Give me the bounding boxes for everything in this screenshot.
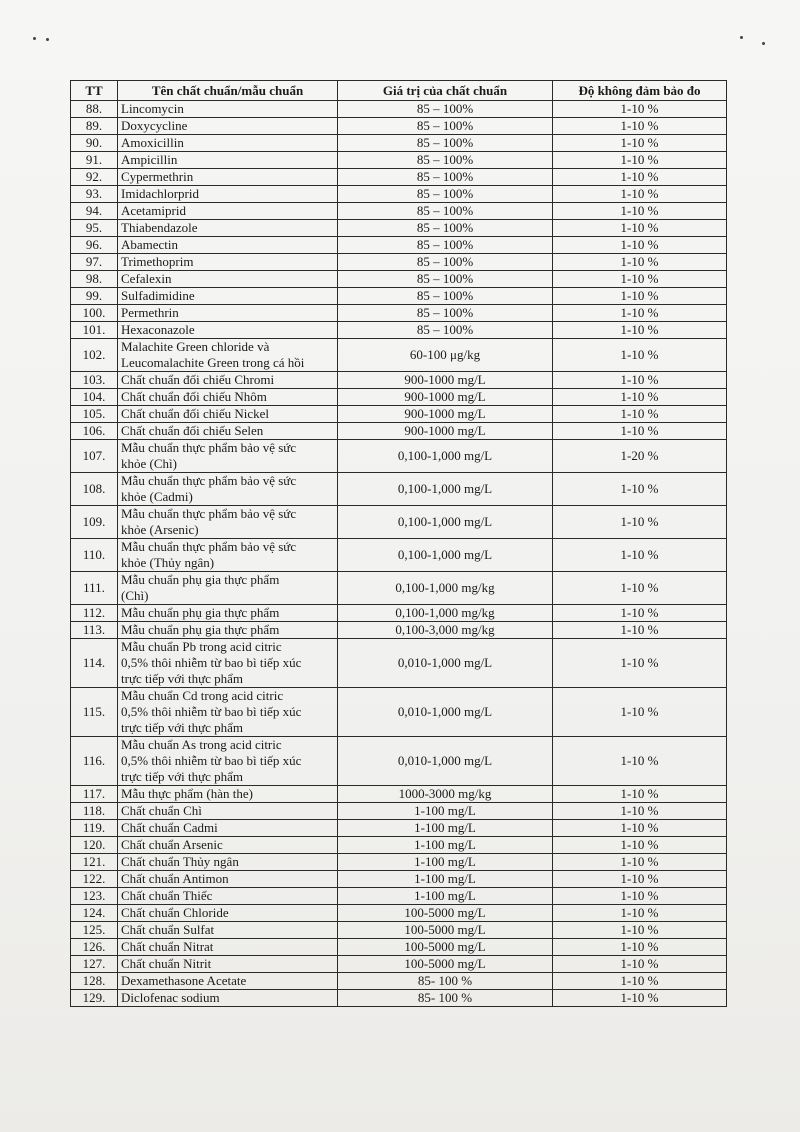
standard-name-line: Mẫu chuẩn thực phẩm bảo vệ sức (121, 473, 297, 488)
table-row (71, 372, 727, 389)
standard-name-line: Mẫu chuẩn thực phẩm bảo vệ sức (121, 440, 297, 455)
uncertainty: 1-10 % (553, 135, 727, 152)
uncertainty: 1-10 % (553, 688, 727, 737)
table-row (71, 305, 727, 322)
standard-name (118, 152, 338, 169)
standard-value: 1-100 mg/L (338, 871, 553, 888)
standard-name-line: 0,5% thôi nhiễm từ bao bì tiếp xúc (121, 704, 302, 719)
table-body (71, 101, 727, 1007)
uncertainty: 1-10 % (553, 506, 727, 539)
table-row (71, 440, 727, 473)
table-row (71, 220, 727, 237)
standard-name-line: Chất chuẩn Nitrit (121, 956, 212, 971)
uncertainty: 1-10 % (553, 803, 727, 820)
standard-name (118, 339, 338, 372)
uncertainty: 1-10 % (553, 854, 727, 871)
standard-name (118, 423, 338, 440)
standard-value: 100-5000 mg/L (338, 939, 553, 956)
standard-name (118, 639, 338, 688)
standard-name-line: Chất chuẩn Chloride (121, 905, 229, 920)
uncertainty: 1-10 % (553, 152, 727, 169)
row-number: 113. (71, 622, 118, 639)
standard-value: 85 – 100% (338, 254, 553, 271)
standard-name (118, 203, 338, 220)
table-row (71, 888, 727, 905)
row-number: 119. (71, 820, 118, 837)
uncertainty: 1-10 % (553, 639, 727, 688)
uncertainty: 1-10 % (553, 973, 727, 990)
row-number: 117. (71, 786, 118, 803)
table-row (71, 389, 727, 406)
standard-value: 85 – 100% (338, 322, 553, 339)
table-row (71, 118, 727, 135)
row-number: 111. (71, 572, 118, 605)
standard-value: 0,010-1,000 mg/L (338, 639, 553, 688)
standard-value: 85- 100 % (338, 990, 553, 1007)
uncertainty: 1-10 % (553, 305, 727, 322)
uncertainty: 1-10 % (553, 254, 727, 271)
standard-name-line: 0,5% thôi nhiễm từ bao bì tiếp xúc (121, 655, 302, 670)
standard-name-line: Mẫu thực phẩm (hàn the) (121, 786, 253, 801)
uncertainty: 1-10 % (553, 939, 727, 956)
standard-name (118, 803, 338, 820)
scan-speck (762, 42, 765, 45)
standard-name-line: Mẫu chuẩn phụ gia thực phẩm (121, 622, 280, 637)
standard-value: 85 – 100% (338, 271, 553, 288)
table-row (71, 871, 727, 888)
row-number: 90. (71, 135, 118, 152)
row-number: 95. (71, 220, 118, 237)
standard-name (118, 905, 338, 922)
uncertainty: 1-10 % (553, 389, 727, 406)
standard-value: 85 – 100% (338, 152, 553, 169)
uncertainty: 1-10 % (553, 837, 727, 854)
standard-name (118, 506, 338, 539)
uncertainty: 1-10 % (553, 288, 727, 305)
table-row (71, 101, 727, 118)
table-row (71, 688, 727, 737)
table-row (71, 922, 727, 939)
uncertainty: 1-10 % (553, 372, 727, 389)
row-number: 92. (71, 169, 118, 186)
uncertainty: 1-10 % (553, 820, 727, 837)
standard-name-line: Doxycycline (121, 118, 188, 133)
standard-value: 900-1000 mg/L (338, 406, 553, 423)
standard-value: 85 – 100% (338, 220, 553, 237)
standard-name-line: Diclofenac sodium (121, 990, 220, 1005)
uncertainty: 1-10 % (553, 237, 727, 254)
standard-value: 0,010-1,000 mg/L (338, 737, 553, 786)
row-number: 120. (71, 837, 118, 854)
standard-name-line: Chất chuẩn Chì (121, 803, 202, 818)
standards-table (70, 80, 727, 1007)
standard-name-line: Mẫu chuẩn phụ gia thực phẩm (121, 605, 280, 620)
table-row (71, 169, 727, 186)
table-row (71, 135, 727, 152)
standard-name (118, 135, 338, 152)
standard-name-line: Dexamethasone Acetate (121, 973, 247, 988)
standard-value: 1-100 mg/L (338, 888, 553, 905)
row-number: 108. (71, 473, 118, 506)
table-row (71, 203, 727, 220)
standard-name (118, 939, 338, 956)
scan-speck (33, 37, 36, 40)
standard-value: 1-100 mg/L (338, 820, 553, 837)
standard-name (118, 101, 338, 118)
table-row (71, 737, 727, 786)
standard-name-line: Chất chuẩn đối chiếu Chromi (121, 372, 275, 387)
standard-name-line: Chất chuẩn Thủy ngân (121, 854, 239, 869)
table-row (71, 605, 727, 622)
table-row (71, 939, 727, 956)
row-number: 124. (71, 905, 118, 922)
row-number: 112. (71, 605, 118, 622)
table-row (71, 423, 727, 440)
standard-value: 0,100-1,000 mg/kg (338, 605, 553, 622)
standard-name (118, 169, 338, 186)
table-row (71, 990, 727, 1007)
standard-value: 900-1000 mg/L (338, 423, 553, 440)
standard-name-line: Cypermethrin (121, 169, 194, 184)
row-number: 88. (71, 101, 118, 118)
standard-value: 85 – 100% (338, 135, 553, 152)
row-number: 129. (71, 990, 118, 1007)
standard-name (118, 440, 338, 473)
standard-name (118, 539, 338, 572)
standard-value: 0,100-1,000 mg/kg (338, 572, 553, 605)
standard-name (118, 820, 338, 837)
standard-name (118, 118, 338, 135)
standard-value: 85- 100 % (338, 973, 553, 990)
standard-value: 100-5000 mg/L (338, 922, 553, 939)
standard-name-line: khỏe (Arsenic) (121, 522, 199, 537)
standard-value: 0,100-1,000 mg/L (338, 440, 553, 473)
row-number: 103. (71, 372, 118, 389)
standard-name (118, 871, 338, 888)
standard-name (118, 973, 338, 990)
standard-name (118, 854, 338, 871)
standard-name-line: Mẫu chuẩn thực phẩm bảo vệ sức (121, 506, 297, 521)
standard-value: 1-100 mg/L (338, 854, 553, 871)
standard-name-line: trực tiếp với thực phẩm (121, 671, 244, 686)
standard-value: 100-5000 mg/L (338, 905, 553, 922)
standard-name (118, 922, 338, 939)
standard-name (118, 473, 338, 506)
standard-name (118, 322, 338, 339)
uncertainty: 1-10 % (553, 203, 727, 220)
uncertainty: 1-10 % (553, 339, 727, 372)
standard-name-line: Mẫu chuẩn As trong acid citric (121, 737, 282, 752)
row-number: 94. (71, 203, 118, 220)
row-number: 123. (71, 888, 118, 905)
table-row (71, 406, 727, 423)
standard-name-line: Chất chuẩn đối chiếu Nickel (121, 406, 270, 421)
standard-value: 100-5000 mg/L (338, 956, 553, 973)
standard-name-line: Mẫu chuẩn phụ gia thực phẩm (121, 572, 280, 587)
standard-name-line: (Chì) (121, 588, 149, 603)
row-number: 100. (71, 305, 118, 322)
table-row (71, 237, 727, 254)
standard-name-line: Chất chuẩn Arsenic (121, 837, 223, 852)
standard-name-line: khỏe (Chì) (121, 456, 177, 471)
standard-name-line: Acetamiprid (121, 203, 186, 218)
scan-speck (46, 38, 49, 41)
standard-name-line: Mẫu chuẩn Cd trong acid citric (121, 688, 284, 703)
standard-name (118, 956, 338, 973)
standard-value: 0,100-1,000 mg/L (338, 473, 553, 506)
scan-speck (740, 36, 743, 39)
standard-name (118, 406, 338, 423)
standard-name-line: Abamectin (121, 237, 179, 252)
table-row (71, 854, 727, 871)
standard-name (118, 271, 338, 288)
row-number: 99. (71, 288, 118, 305)
standard-value: 85 – 100% (338, 186, 553, 203)
table-row (71, 973, 727, 990)
uncertainty: 1-10 % (553, 322, 727, 339)
table-row (71, 786, 727, 803)
row-number: 91. (71, 152, 118, 169)
uncertainty: 1-10 % (553, 473, 727, 506)
table-row (71, 254, 727, 271)
standard-value: 1-100 mg/L (338, 837, 553, 854)
header-uncertainty: Độ không đảm bảo đo (553, 81, 727, 101)
table-row (71, 905, 727, 922)
uncertainty: 1-10 % (553, 871, 727, 888)
standard-name (118, 305, 338, 322)
table-row (71, 186, 727, 203)
table-row (71, 622, 727, 639)
uncertainty: 1-10 % (553, 622, 727, 639)
row-number: 127. (71, 956, 118, 973)
standard-name (118, 622, 338, 639)
standard-name (118, 737, 338, 786)
table-row (71, 639, 727, 688)
row-number: 104. (71, 389, 118, 406)
header-row (71, 81, 727, 101)
standard-name-line: Ampicillin (121, 152, 178, 167)
standard-name-line: Malachite Green chloride và (121, 339, 270, 354)
header-name: Tên chất chuẩn/mẫu chuẩn (118, 81, 338, 101)
uncertainty: 1-10 % (553, 737, 727, 786)
row-number: 101. (71, 322, 118, 339)
row-number: 110. (71, 539, 118, 572)
standard-value: 60-100 μg/kg (338, 339, 553, 372)
standard-name (118, 837, 338, 854)
standard-value: 900-1000 mg/L (338, 372, 553, 389)
header-tt: TT (71, 81, 118, 101)
row-number: 105. (71, 406, 118, 423)
row-number: 96. (71, 237, 118, 254)
standard-name-line: Chất chuẩn đối chiếu Selen (121, 423, 264, 438)
uncertainty: 1-10 % (553, 990, 727, 1007)
table-row (71, 288, 727, 305)
standard-name-line: Thiabendazole (121, 220, 198, 235)
row-number: 116. (71, 737, 118, 786)
row-number: 106. (71, 423, 118, 440)
row-number: 125. (71, 922, 118, 939)
uncertainty: 1-10 % (553, 922, 727, 939)
table-row (71, 473, 727, 506)
standard-value: 85 – 100% (338, 203, 553, 220)
uncertainty: 1-10 % (553, 169, 727, 186)
uncertainty: 1-10 % (553, 271, 727, 288)
row-number: 89. (71, 118, 118, 135)
standard-name-line: Chất chuẩn đối chiếu Nhôm (121, 389, 267, 404)
uncertainty: 1-10 % (553, 423, 727, 440)
standard-name-line: Permethrin (121, 305, 179, 320)
standard-name (118, 389, 338, 406)
table-row (71, 271, 727, 288)
standard-name-line: Cefalexin (121, 271, 172, 286)
row-number: 98. (71, 271, 118, 288)
row-number: 102. (71, 339, 118, 372)
uncertainty: 1-20 % (553, 440, 727, 473)
standard-name (118, 237, 338, 254)
standard-name-line: khỏe (Thủy ngân) (121, 555, 215, 570)
standard-value: 85 – 100% (338, 101, 553, 118)
standard-value: 1-100 mg/L (338, 803, 553, 820)
standard-name-line: Hexaconazole (121, 322, 195, 337)
uncertainty: 1-10 % (553, 220, 727, 237)
standard-name-line: Sulfadimidine (121, 288, 195, 303)
standard-name (118, 220, 338, 237)
standard-name-line: trực tiếp với thực phẩm (121, 769, 244, 784)
standard-value: 0,010-1,000 mg/L (338, 688, 553, 737)
standard-name-line: Mẫu chuẩn Pb trong acid citric (121, 639, 282, 654)
table-row (71, 820, 727, 837)
header-value: Giá trị của chất chuẩn (338, 81, 553, 101)
standard-name-line: trực tiếp với thực phẩm (121, 720, 244, 735)
standard-name-line: Lincomycin (121, 101, 184, 116)
row-number: 107. (71, 440, 118, 473)
standard-name (118, 572, 338, 605)
table-row (71, 803, 727, 820)
standard-name (118, 786, 338, 803)
row-number: 128. (71, 973, 118, 990)
standard-value: 0,100-3,000 mg/kg (338, 622, 553, 639)
row-number: 93. (71, 186, 118, 203)
standard-value: 85 – 100% (338, 169, 553, 186)
row-number: 97. (71, 254, 118, 271)
uncertainty: 1-10 % (553, 539, 727, 572)
standard-name-line: Trimethoprim (121, 254, 194, 269)
table-row (71, 506, 727, 539)
table-row (71, 837, 727, 854)
standard-name-line: Chất chuẩn Sulfat (121, 922, 215, 937)
standard-name (118, 186, 338, 203)
row-number: 122. (71, 871, 118, 888)
standard-name (118, 990, 338, 1007)
standard-value: 0,100-1,000 mg/L (338, 539, 553, 572)
standard-name (118, 372, 338, 389)
uncertainty: 1-10 % (553, 786, 727, 803)
standard-name-line: Chất chuẩn Antimon (121, 871, 229, 886)
standard-name-line: Leucomalachite Green trong cá hồi (121, 355, 305, 370)
standard-value: 85 – 100% (338, 237, 553, 254)
uncertainty: 1-10 % (553, 956, 727, 973)
standard-value: 85 – 100% (338, 288, 553, 305)
standard-value: 1000-3000 mg/kg (338, 786, 553, 803)
row-number: 121. (71, 854, 118, 871)
standard-name-line: Chất chuẩn Cadmi (121, 820, 218, 835)
standard-value: 900-1000 mg/L (338, 389, 553, 406)
standard-name-line: 0,5% thôi nhiễm từ bao bì tiếp xúc (121, 753, 302, 768)
uncertainty: 1-10 % (553, 101, 727, 118)
row-number: 115. (71, 688, 118, 737)
standard-value: 85 – 100% (338, 118, 553, 135)
row-number: 109. (71, 506, 118, 539)
standard-name (118, 605, 338, 622)
standard-name (118, 688, 338, 737)
table-row (71, 339, 727, 372)
standard-name (118, 888, 338, 905)
uncertainty: 1-10 % (553, 406, 727, 423)
row-number: 114. (71, 639, 118, 688)
uncertainty: 1-10 % (553, 186, 727, 203)
standard-name-line: Amoxicillin (121, 135, 184, 150)
uncertainty: 1-10 % (553, 888, 727, 905)
uncertainty: 1-10 % (553, 118, 727, 135)
standard-name-line: khỏe (Cadmi) (121, 489, 193, 504)
table-row (71, 539, 727, 572)
standard-value: 85 – 100% (338, 305, 553, 322)
table-row (71, 572, 727, 605)
row-number: 118. (71, 803, 118, 820)
standard-name-line: Chất chuẩn Thiếc (121, 888, 213, 903)
standard-name (118, 288, 338, 305)
table-row (71, 956, 727, 973)
uncertainty: 1-10 % (553, 905, 727, 922)
row-number: 126. (71, 939, 118, 956)
standard-name-line: Imidachlorprid (121, 186, 199, 201)
table-header (71, 81, 727, 101)
standard-name-line: Mẫu chuẩn thực phẩm bảo vệ sức (121, 539, 297, 554)
standard-value: 0,100-1,000 mg/L (338, 506, 553, 539)
standard-name (118, 254, 338, 271)
standard-name-line: Chất chuẩn Nitrat (121, 939, 214, 954)
uncertainty: 1-10 % (553, 605, 727, 622)
table-row (71, 322, 727, 339)
table-row (71, 152, 727, 169)
uncertainty: 1-10 % (553, 572, 727, 605)
